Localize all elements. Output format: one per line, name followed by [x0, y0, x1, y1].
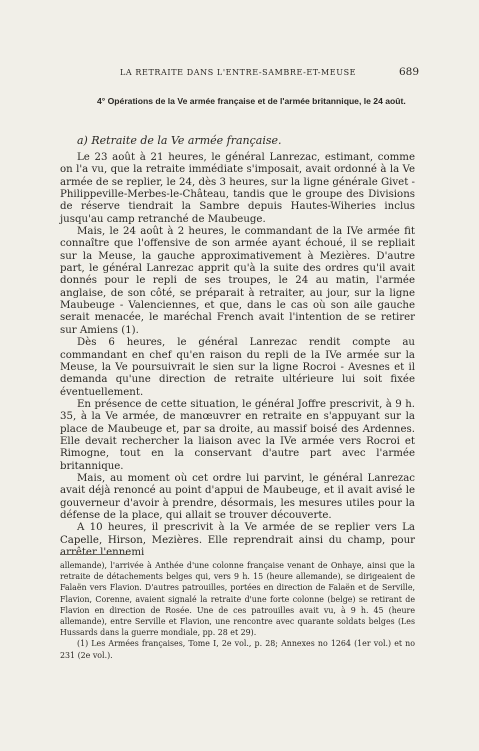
- running-head: [60, 66, 419, 80]
- paragraph: En présence de cette situation, le général Joffre prescrivit, à 9 h. 35, à la Ve armée, de manœuvrer en retraite en s'appuyant sur la place de Maubeuge et, par sa droite, au massif boisé des Ardennes. Elle devait rechercher la liaison avec la IVe armée vers Rocroi et Rimogne, tout en la conservant d'autre part avec l'armée britannique.: [60, 398, 415, 472]
- paragraph: Mais, au moment où cet ordre lui parvint, le général Lanrezac avait déjà renoncé au point d'appui de Maubeuge, et il avait avisé le gouverneur d'avoir à prendre, désormais, les mesures utiles pour la défense de la place, qui allait se trouver découverte.: [60, 472, 415, 521]
- paragraph: Mais, le 24 août à 2 heures, le commandant de la IVe armée fit connaître que l'offensive de son armée ayant échoué, il se repliait sur la Meuse, la gauche approximativement à Mezières. D'autre part, le général Lanrezac apprit qu'à la suite des ordres qu'il avait donnés pour le repli de ses troupes, le 24 au matin, l'armée anglaise, de son côté, se préparait à retraiter, au jour, sur la ligne Maubeuge - Valenciennes, et que, dans le cas où son aile gauche serait menacée, le maréchal French avait l'intention de se retirer sur Amiens (1).: [60, 226, 415, 336]
- running-head-title: LA RETRAITE DANS L'ENTRE-SAMBRE-ET-MEUSE: [120, 68, 357, 77]
- paragraph: Dès 6 heures, le général Lanrezac rendit compte au commandant en chef qu'en raison du repli de la IVe armée sur la Meuse, la Ve poursuivrait le sien sur la ligne Rocroi - Avesnes et il demanda qu'une direction de retraite ultérieure lui soit fixée éventuellement.: [60, 337, 415, 398]
- footnote-rule: [60, 554, 130, 555]
- section-heading: 4° Opérations de la Ve armée française et de l'armée britannique, le 24 août.: [97, 96, 406, 106]
- footnote-continued: allemande), l'arrivée à Anthée d'une colonne française venant de Onhaye, ainsi que la retraite de détachements belges qui, vers 9 h. 15 (heure allemande), se dirigeaient de Falaën vers Flavion. D'autres patrouilles, portées en direction de Falaën et de Serville, Flavion, Corenne, avaient signalé la retraite d'une forte colonne (belge) se retirant de Flavion en direction de Rosée. Une de ces patrouilles avait vu, à 9 h. 45 (heure allemande), entre Serville et Flavion, une rencontre avec quarante soldats belges (Les Hussards dans la guerre mondiale, pp. 28 et 29).: [60, 561, 415, 638]
- page-number: 689: [398, 66, 419, 78]
- paragraph: Le 23 août à 21 heures, le général Lanrezac, estimant, comme on l'a vu, que la retraite immédiate s'imposait, avait ordonné à la Ve armée de se replier, le 24, dès 3 heures, sur la ligne générale Givet - Philippeville-Merbes-le-Château, tandis que le groupe des Divisions de réserve tiendrait la Sambre depuis Hautes-Wiheries inclus jusqu'au camp retranché de Maubeuge.: [60, 152, 415, 225]
- footnotes: [60, 560, 415, 661]
- footnote-1: (1) Les Armées françaises, Tome I, 2e vol., p. 28; Annexes no 1264 (1er vol.) et no 231 (2e vol.).: [60, 639, 415, 660]
- subsection-label: a): [77, 134, 88, 147]
- subsection-heading: [77, 134, 282, 147]
- subsection-title: Retraite de la Ve armée française.: [91, 134, 282, 147]
- paragraph: A 10 heures, il prescrivit à la Ve armée de se replier vers La Capelle, Hirson, Mezières. Elle reprendrait ainsi du champ, pour arrêter l'ennemi: [60, 522, 415, 558]
- body-text: [60, 152, 415, 559]
